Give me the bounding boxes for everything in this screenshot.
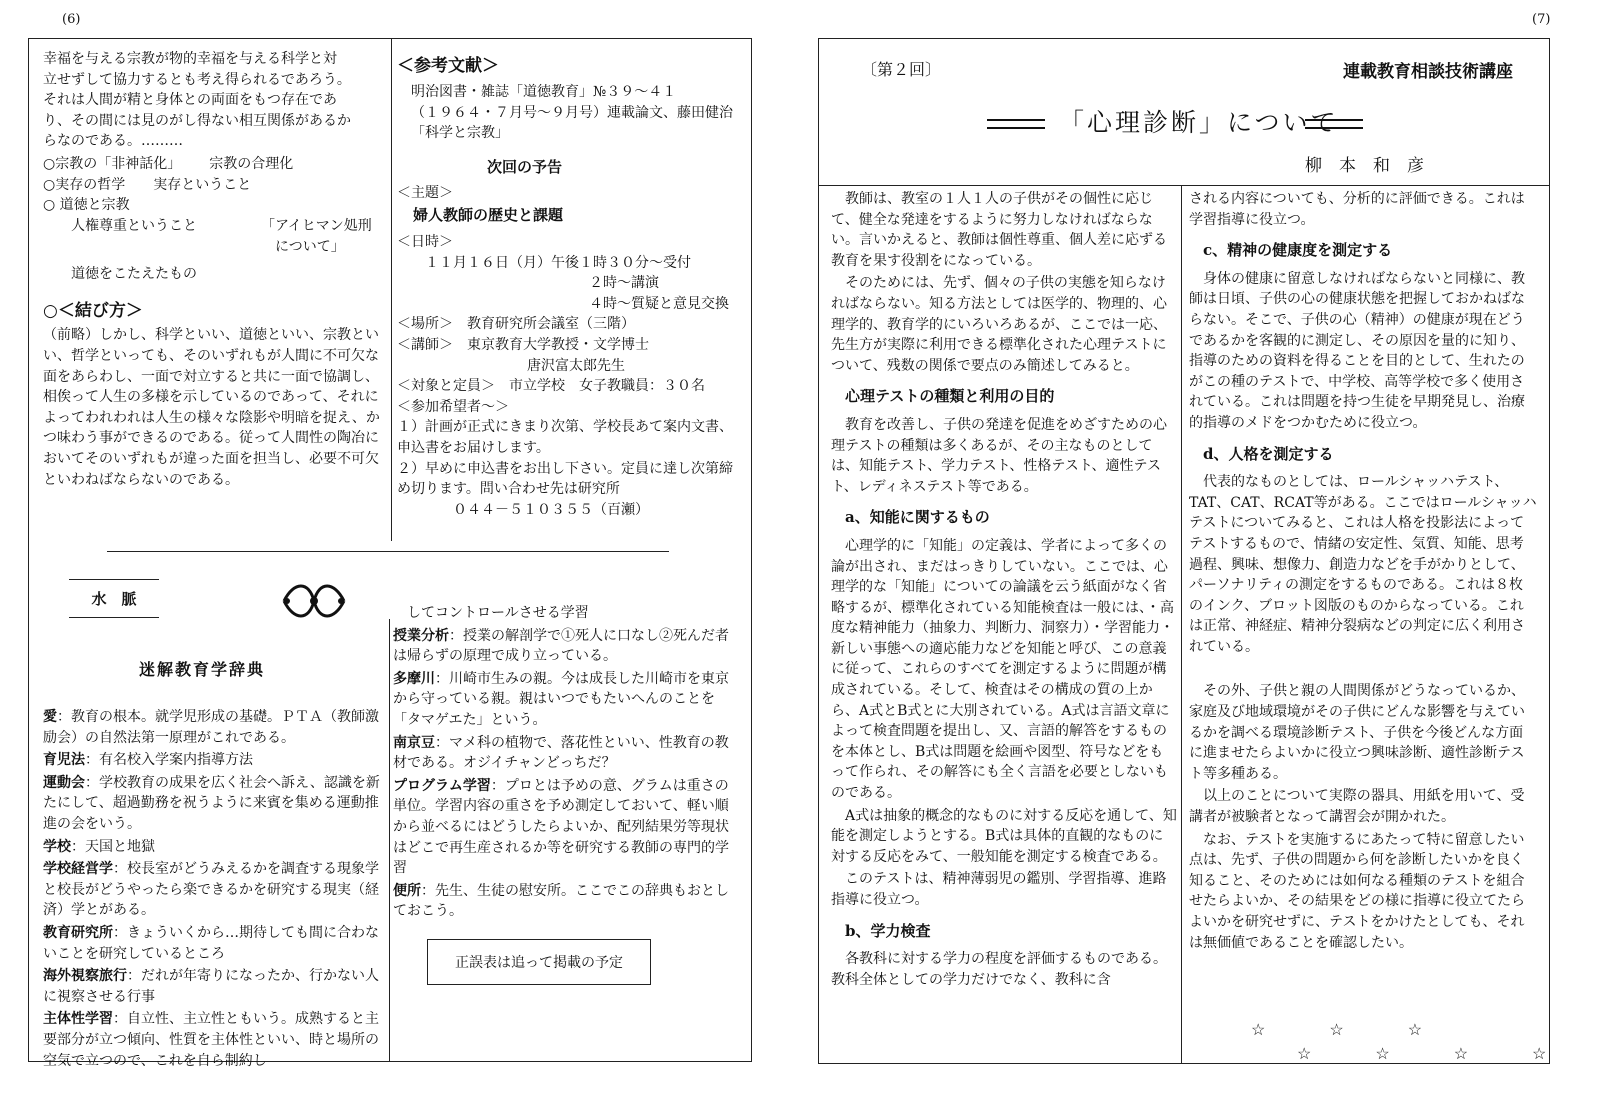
intro-line: 立せずして協力するとも考え得られるであろう。: [43, 71, 351, 88]
section-heading: c、精神の健康度を測定する: [1203, 241, 1393, 260]
paragraph: なお、テストを実施するにあたって特に留意したい点は、先ず、子供の問題から何を診断したいかを良く知ること、そのためには如何なる種類のテストを組合せたらよいか、その結果をどの様に指導に役立てたらよいかを研究せずに、テストをかけたとしても、それは無価値であることを確認したい。: [1189, 831, 1525, 951]
header-divider: [819, 185, 1549, 186]
entry-term: 南京豆: [393, 734, 435, 751]
entry-term: 教育研究所: [43, 924, 113, 941]
upper-left-column: [43, 49, 391, 490]
dictionary-left-column: [43, 707, 383, 1071]
dictionary-entry: [43, 966, 383, 1007]
star-row: ☆ ☆ ☆ ☆: [1297, 1044, 1547, 1063]
entry-def: ：授業の解剖学で①死人に口なし②死んだ者は帰らずの原理で成り立っている。: [393, 627, 729, 665]
paragraph: 身体の健康に留意しなければならないと同様に、教師は日頃、子供の心の健康状態を把握しておかねばならない。そこで、子供の心（精神）の健康が現在どうであるかを客観的に測定し、その原因を量的に知り、指導のための資料を得ることを目的として、生れたのがこの種のテストで、中学校、高等学校で多く使用されている。これは問題を持つ生徒を早期発見し、治療的指導のメドをつかむために役立つ。: [1189, 270, 1525, 431]
applicants-label: ＜参加希望者～＞: [397, 398, 509, 415]
paragraph: その外、子供と親の人間関係がどうなっているか、家庭及び地域環境がその子供にどんな影響を与えているかを調べる環境診断テスト、子供を今後どんな方面に進ませたらよいかに役立つ興味診断、適性診断テスト等多種ある。: [1189, 683, 1525, 782]
next-details: [397, 183, 743, 521]
right-page-number: (7): [1532, 12, 1551, 27]
intro-line: り、その間には見のがし得ない相互関係があるか: [43, 112, 351, 129]
star-row: ☆ ☆ ☆: [1251, 1020, 1423, 1039]
dictionary-entry: [43, 773, 383, 835]
intro-line: らなのである。………: [43, 133, 183, 150]
column-divider: [1181, 185, 1182, 1063]
dictionary-entry: [43, 1009, 383, 1071]
entry-def: ：学校教育の成果を広く社会へ訴え、認識を新たにして、超過勤務を祝うように来賓を集める運動推進の会をいう。: [43, 774, 380, 832]
dictionary-right-column: [393, 603, 741, 922]
dictionary-entry: [393, 669, 741, 731]
musubi-text: （前略）しかし、科学といい、道徳といい、宗教といい、哲学といっても、そのいずれもが人間に不可欠な面をあらわし、一面で対立すると共に一面で協調し、相俟って人生の多様を示しているのであって、それによってわれわれは人生の様々な陰影や明暗を捉え、かつ味わう事ができるのである。従って人間性の陶冶においてそのいずれもが違った面を担当し、必要不可欠といわねばならないのである。: [43, 327, 380, 488]
dictionary-title: 迷解教育学辞典: [139, 660, 266, 679]
ornament-icon: [279, 579, 349, 623]
date-label: ＜日時＞: [397, 233, 453, 250]
dictionary-entry: [393, 626, 741, 667]
author-name: 柳 本 和 彦: [1305, 156, 1424, 176]
entry-def: ：きょういくから…期待しても間に合わないことを研究しているところ: [43, 924, 379, 962]
entry-term: 多摩川: [393, 670, 435, 687]
entry-def: ：天国と地獄: [71, 838, 155, 855]
dictionary-entry: [43, 859, 383, 921]
entry-term: 運動会: [43, 774, 85, 791]
upper-right-column: [397, 51, 743, 520]
theme-text: 婦人教師の歴史と課題: [413, 206, 564, 225]
dictionary-entry: [43, 750, 383, 771]
theme-label: ＜主題＞: [397, 184, 453, 201]
entry-def: ：教育の根本。就学児形成の基礎。ＰＴＡ（教師激励会）の自然法第一原理がこれである。: [43, 709, 379, 746]
article-title: 「心理診断」について: [1059, 108, 1339, 137]
left-page-frame: [28, 38, 752, 1069]
suimyaku-label-box: [69, 579, 159, 618]
bullet-sub: [43, 216, 391, 258]
entry-term: 海外視察旅行: [43, 968, 127, 985]
title-rule-left: [987, 119, 1045, 129]
musubi-heading: ○＜結び方＞: [43, 301, 143, 322]
entry-def: ：プロとは予めの意、グラムは重さの単位。学習内容の重さを予め測定しておいて、軽い順から並べるにはどうしたらよいか、配列結果労等現状はどこで再生産されるか等を研究する教師の専門的学習: [393, 777, 729, 877]
entry-def: ：有名校入学案内指導方法: [85, 752, 253, 769]
paragraph: 各教科に対する学力の程度を評価するものである。教科全体としての学力だけでなく、教科に含: [831, 951, 1167, 988]
intro-line: それは人間が精と身体との両面をもつ存在であ: [43, 92, 337, 109]
paragraph: 代表的なものとしては、ロールシャッハテスト、TAT、CAT、RCAT等がある。ここではロールシャッハテストについてみると、これは人格を投影法によってテストするもので、情緒の安定性、気質、知能、思考過程、興味、想像力、創造力などを手がかりとして、パーソナリティの測定をするものである。これは８枚のインク、ブロット図版のものからなっている。これは正常、神経症、精神分裂病などの判定に広く利用されている。: [1189, 474, 1537, 655]
reference-line: 明治図書・雑誌「道徳教育」№３９～４１: [411, 84, 677, 100]
dictionary-entry: [43, 707, 383, 748]
paragraph: される内容についても、分析的に評価できる。これは学習指導に役立つ。: [1189, 191, 1525, 228]
dictionary-entry: [393, 776, 741, 879]
spacer: [1189, 659, 1537, 681]
place-text: ＜場所＞ 教育研究所会議室（三階）: [397, 316, 635, 333]
right-page-frame: [818, 38, 1550, 1064]
entry-term: 愛: [43, 709, 57, 725]
lecturer-name: 唐沢富太郎先生: [527, 357, 625, 374]
reference-line: （１９６４・７月号～９月号）連載論文、藤田健治: [411, 104, 733, 121]
section-heading: 心理テストの種類と利用の目的: [845, 387, 1055, 406]
section-heading: b、学力検査: [845, 921, 931, 940]
article-column-1: [831, 189, 1177, 992]
eichmann-line: について」: [275, 238, 345, 255]
dictionary-entry: [43, 923, 383, 964]
references-heading: ＜参考文献＞: [397, 56, 499, 76]
series-title: 連載教育相談技術講座: [1343, 62, 1513, 82]
paragraph: 以上のことについて実際の器具、用紙を用いて、受講者が被験者となって講習会が開かれた。: [1189, 788, 1525, 826]
column-divider: [391, 39, 392, 541]
paragraph: 心理学的に「知能」の定義は、学者によって多くの論が出され、まだはっきりしていない。ここでは、心理学的な「知能」についての論議を云う紙面がなく省略するが、標準化されている知能検査は一般には、・高度な精神能力（抽象力、判断力、洞察力）・学習能力・新しい事態への適応能力などを知能と呼び、この意義に従って、これらのすべてを測定するように問題が構成されている。そして、検査はその構成の質の上から、A式とB式とに大別されている。A式は言語文章によって検査問題を提出し、又、言語的解答をするものを本体とし、B式は問題を絵画や図型、符号などをもって作られ、その解答にも全く言語を必要としないものである。: [831, 537, 1174, 802]
paragraph: A式は抽象的概念的なものに対する反応を通して、知能を測定しようとする。B式は具体的直観的なものに対する反応をみて、一般知能を測定する検査である。: [831, 807, 1177, 865]
bullet-b: 実存ということ: [153, 176, 252, 193]
date-line: ４時～質疑と意見交換: [589, 295, 729, 312]
bullet-a: ○実存の哲学: [43, 176, 126, 193]
dictionary-entry: [43, 837, 383, 858]
bullet-item: [43, 175, 391, 196]
title-rule-right: [1305, 119, 1363, 129]
section-heading: d、人格を測定する: [1203, 444, 1334, 463]
series-label: 〔第２回〕: [861, 60, 942, 79]
dictionary-entry: [393, 733, 741, 774]
entry-def: ：自立性、主立性ともいう。成熟すると主要部分が立つ傾向、性質を主体性といい、時と場所の空気で立つので、これを自ら制約し: [43, 1011, 379, 1069]
date-line: ２時～講演: [589, 275, 659, 292]
bullet-b: 宗教の合理化: [209, 155, 294, 172]
jinken-text: 人権尊重ということ: [71, 217, 197, 234]
phone-text: ０４４－５１０３５５（百瀬）: [453, 501, 649, 518]
entry-term: 学校経営学: [43, 861, 113, 878]
dictionary-continuation: してコントロールさせる学習: [407, 605, 589, 621]
entry-def: ：川崎市生みの親。今は成長した川崎市を東京から守っている親。親はいつでもたいへんのことを「タマゲエた」という。: [393, 670, 729, 728]
reference-line: 「科学と宗教」: [411, 125, 509, 142]
bullet-a: ○宗教の「非神話化」: [43, 155, 182, 172]
entry-def: ：だれが年寄りになったか、行かない人に視察させる行事: [43, 968, 379, 1005]
paragraph: 教育を改善し、子供の発達を促進をめざすための心理テストの種類は多くあるが、その主なものとしては、知能テスト、学力テスト、性格テスト、適性テスト、レディネステスト等である。: [831, 416, 1167, 495]
dotoku-text: 道徳をこたえたもの: [71, 265, 197, 282]
entry-term: 便所: [393, 882, 421, 899]
target-text: ＜対象と定員＞ 市立学校 女子教職員：３０名: [397, 378, 705, 395]
intro-text: [43, 49, 391, 152]
references-list: [397, 82, 743, 144]
paragraph: 教師は、教室の１人１人の子供がその個性に応じて、健全な発達をするように努力しなければならない。言いかえると、教師は個性尊重、個人差に応ずる教育を果す役割をになっている。: [831, 191, 1167, 269]
paragraph: そのためには、先ず、個々の子供の実態を知らなければならない。知る方法としては医学的、物理的、心理学的、教育学的にいろいろあるが、ここでは一応、先生方が実際に利用できる標準化された心理テストについて、残数の関係で要点のみ簡述してみると。: [831, 275, 1167, 374]
note2-text: ２）早めに申込書をお出し下さい。定員に達し次第締め切ります。問い合わせ先は研究所: [397, 460, 733, 498]
errata-box: 正誤表は追って掲載の予定: [427, 939, 651, 985]
intro-line: 幸福を与える宗教が物的幸福を与える科学と対: [43, 51, 337, 67]
eichmann-line: 「アイヒマン処刑: [261, 217, 372, 234]
dictionary-divider: [389, 619, 390, 1061]
bullet-item: [43, 154, 391, 175]
dictionary-entry: [393, 881, 741, 922]
left-page-number: (6): [62, 12, 81, 27]
bullet-list: [43, 154, 391, 284]
bullet-a: ○ 道徳と宗教: [43, 197, 130, 214]
section-heading: a、知能に関するもの: [845, 508, 990, 527]
bullet-item: [43, 195, 391, 216]
entry-term: 育児法: [43, 752, 85, 769]
suimyaku-label: 水 脈: [91, 590, 137, 608]
paragraph: このテストは、精神薄弱児の鑑別、学習指導、進路指導に役立つ。: [831, 871, 1167, 908]
entry-def: ：マメ科の植物で、落花性といい、性教育の教材である。オジイチャンどっちだ？: [393, 734, 729, 772]
section-divider: [107, 551, 669, 552]
date-line: １１月１６日（月）午後１時３０分～受付: [425, 254, 691, 271]
article-column-2: [1189, 189, 1537, 955]
next-heading: 次回の予告: [487, 157, 563, 176]
entry-term: 主体性学習: [43, 1011, 113, 1028]
entry-def: ：校長室がどうみえるかを調査する現象学と校長がどうやったら楽できるかを研究する現実（経済）学とがある。: [43, 861, 379, 919]
entry-term: プログラム学習: [393, 777, 491, 794]
entry-def: ：先生、生徒の慰安所。ここでこの辞典もおとしておこう。: [393, 882, 729, 920]
lecturer-text: ＜講師＞ 東京教育大学教授・文学博士: [397, 336, 649, 353]
entry-term: 学校: [43, 838, 71, 855]
entry-term: 授業分析: [393, 627, 449, 644]
note1-text: １）計画が正式にきまり次第、学校長あて案内文書、申込書をお届けします。: [397, 419, 733, 456]
